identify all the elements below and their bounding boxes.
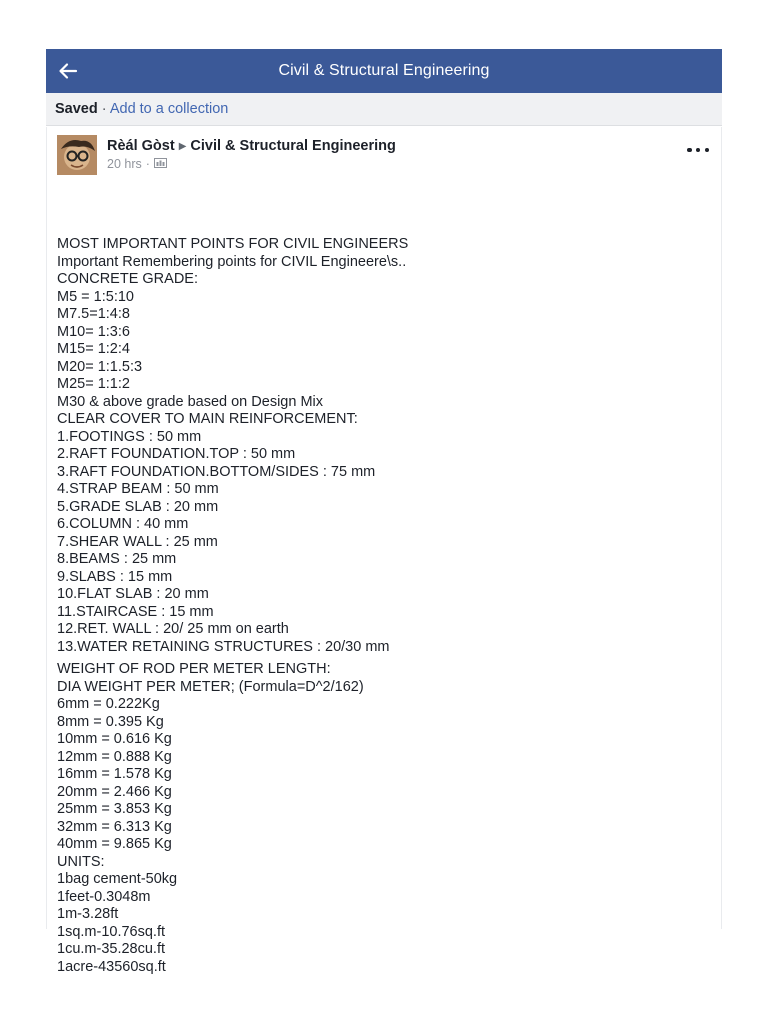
meta-separator: · bbox=[145, 157, 150, 171]
post-text-line: 1cu.m-35.28cu.ft bbox=[57, 941, 165, 957]
page-title: Civil & Structural Engineering bbox=[278, 62, 490, 79]
post-text-line: 5.GRADE SLAB : 20 mm bbox=[57, 498, 219, 515]
post-text-line: M30 & above grade based on Design Mix bbox=[57, 393, 323, 410]
post-text-line: CLEAR COVER TO MAIN REINFORCEMENT: bbox=[57, 411, 358, 427]
post-text-line: 32mm = 6.313 Kg bbox=[57, 818, 172, 835]
post-header bbox=[107, 138, 396, 154]
separator-dot: · bbox=[97, 101, 110, 117]
post-text-line: DIA WEIGHT PER METER; (Formula=D^2/162) bbox=[57, 678, 364, 695]
post-text-line: UNITS: bbox=[57, 853, 105, 870]
post-text-line: WEIGHT OF ROD PER METER LENGTH: bbox=[57, 661, 331, 677]
post-text-line: M10= 1:3:6 bbox=[57, 323, 130, 340]
post-text-block-2 bbox=[57, 661, 711, 976]
post-text-line: 6.COLUMN : 40 mm bbox=[57, 516, 189, 532]
post-text-block-1 bbox=[57, 236, 711, 656]
post-text-line: 12.RET. WALL : 20/ 25 mm on earth bbox=[57, 621, 289, 637]
post-text-line: CONCRETE GRADE: bbox=[57, 271, 198, 287]
post-text-line: M25= 1:1:2 bbox=[57, 376, 130, 392]
post-text-line: 10mm = 0.616 Kg bbox=[57, 731, 172, 747]
author-avatar[interactable] bbox=[57, 135, 97, 175]
group-name[interactable]: Civil & Structural Engineering bbox=[190, 138, 396, 154]
post-text-line: 1sq.m-10.76sq.ft bbox=[57, 923, 165, 940]
post-text-line: 11.STAIRCASE : 15 mm bbox=[57, 603, 214, 620]
post-text-line: MOST IMPORTANT POINTS FOR CIVIL ENGINEERS bbox=[57, 236, 409, 252]
post-text-line: 12mm = 0.888 Kg bbox=[57, 748, 172, 765]
post-text-line: 1.FOOTINGS : 50 mm bbox=[57, 428, 202, 445]
post-text-line: 9.SLABS : 15 mm bbox=[57, 568, 173, 585]
app-frame bbox=[46, 49, 722, 975]
post-text-line: 2.RAFT FOUNDATION.TOP : 50 mm bbox=[57, 446, 296, 462]
post-text-line: 1m-3.28ft bbox=[57, 906, 119, 922]
post-text-line: Important Remembering points for CIVIL Engineere\s.. bbox=[57, 253, 407, 270]
post-text-line: 20mm = 2.466 Kg bbox=[57, 783, 172, 800]
post-text-line: M5 = 1:5:10 bbox=[57, 288, 134, 305]
post-text-line: 3.RAFT FOUNDATION.BOTTOM/SIDES : 75 mm bbox=[57, 463, 376, 480]
post-body bbox=[57, 236, 711, 976]
post-text-line: M7.5=1:4:8 bbox=[57, 306, 130, 322]
post-text-line: 10.FLAT SLAB : 20 mm bbox=[57, 586, 209, 602]
triangle-right-icon: ▶ bbox=[178, 141, 187, 152]
post-text-line: 7.SHEAR WALL : 25 mm bbox=[57, 533, 218, 550]
author-name[interactable]: Rèál Gòst bbox=[107, 138, 175, 154]
add-to-collection-link[interactable]: Add to a collection bbox=[109, 101, 229, 117]
post-text-line: 8.BEAMS : 25 mm bbox=[57, 551, 177, 567]
saved-bar bbox=[46, 93, 722, 126]
top-navigation-bar bbox=[46, 49, 722, 93]
post-text-line: 8mm = 0.395 Kg bbox=[57, 713, 164, 730]
post-text-line: M20= 1:1.5:3 bbox=[57, 358, 143, 375]
post-text-line: 16mm = 1.578 Kg bbox=[57, 766, 172, 782]
post-time[interactable]: 20 hrs bbox=[107, 157, 142, 171]
more-options-icon[interactable] bbox=[687, 143, 709, 157]
post-text-line: 40mm = 9.865 Kg bbox=[57, 836, 172, 852]
post-text-line: M15= 1:2:4 bbox=[57, 341, 130, 357]
post-meta bbox=[107, 157, 167, 171]
saved-label: Saved bbox=[55, 101, 98, 117]
post-text-line: 6mm = 0.222Kg bbox=[57, 696, 160, 712]
post-text-line: 1feet-0.3048m bbox=[57, 888, 151, 905]
group-audience-icon bbox=[154, 157, 167, 171]
post-text-line: 1bag cement-50kg bbox=[57, 871, 178, 887]
post-text-line: 25mm = 3.853 Kg bbox=[57, 801, 172, 817]
post-text-line: 4.STRAP BEAM : 50 mm bbox=[57, 481, 219, 497]
post-card bbox=[46, 127, 722, 975]
post-text-line: 1acre-43560sq.ft bbox=[57, 958, 166, 975]
post-text-line: 13.WATER RETAINING STRUCTURES : 20/30 mm bbox=[57, 638, 390, 655]
